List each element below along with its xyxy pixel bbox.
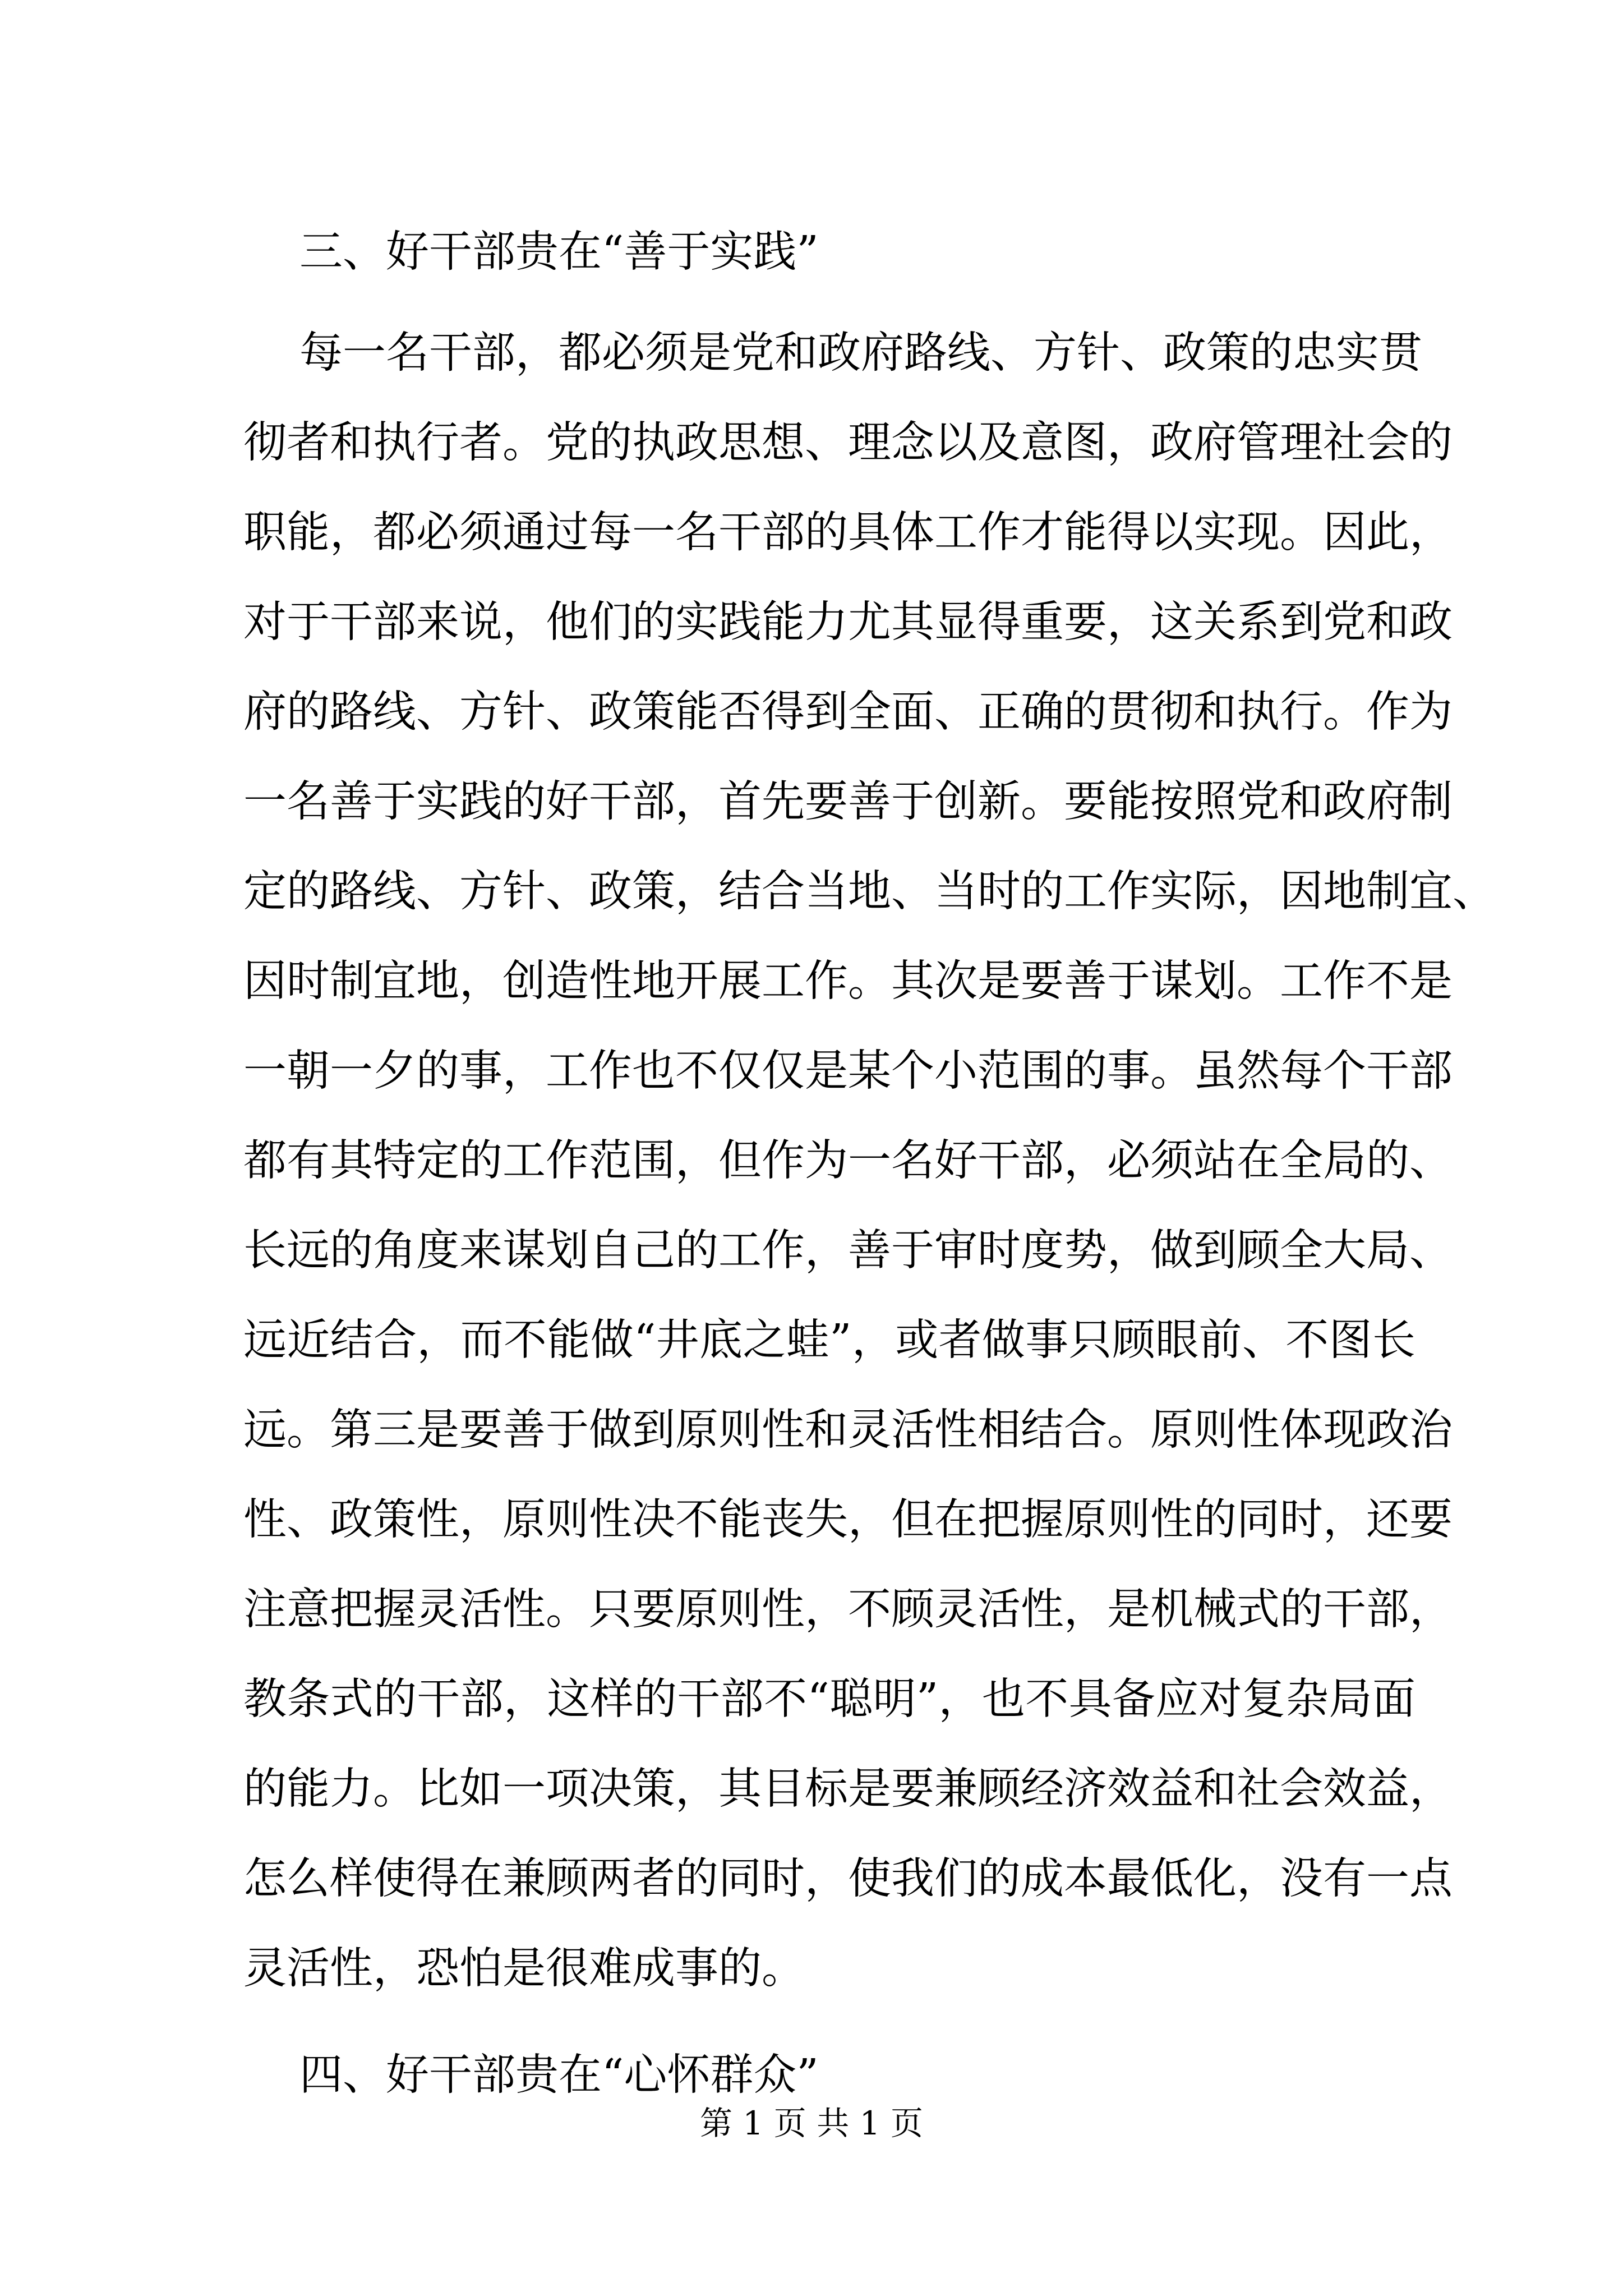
- paragraph-line: 远近结合，而不能做“井底之蛙”，或者做事只顾眼前、不图长: [243, 1315, 1415, 1365]
- paragraph-line: 一名善于实践的好干部，首先要善于创新。要能按照党和政府制: [243, 777, 1453, 827]
- paragraph-line: 怎么样使得在兼顾两者的同时，使我们的成本最低化，没有一点: [243, 1854, 1453, 1904]
- page-footer: 第 1 页 共 1 页: [700, 2104, 923, 2142]
- paragraph-line: 彻者和执行者。党的执政思想、理念以及意图，政府管理社会的: [243, 418, 1453, 468]
- paragraph-line: 因时制宜地，创造性地开展工作。其次是要善于谋划。工作不是: [243, 956, 1453, 1006]
- paragraph-line: 职能，都必须通过每一名干部的具体工作才能得以实现。因此，: [243, 508, 1453, 558]
- paragraph-line: 每一名干部，都必须是党和政府路线、方针、政策的忠实贯: [299, 328, 1422, 378]
- paragraph-line: 教条式的干部，这样的干部不“聪明”，也不具备应对复杂局面: [243, 1674, 1415, 1724]
- paragraph-line: 灵活性，恐怕是很难成事的。: [243, 1944, 805, 1994]
- paragraph-line: 的能力。比如一项决策，其目标是要兼顾经济效益和社会效益，: [243, 1764, 1453, 1814]
- paragraph-line: 性、政策性，原则性决不能丧失，但在把握原则性的同时，还要: [243, 1495, 1453, 1545]
- section-heading-4: 四、好干部贵在“心怀群众”: [299, 2050, 819, 2100]
- section-heading-3: 三、好干部贵在“善于实践”: [299, 227, 819, 277]
- paragraph-line: 都有其特定的工作范围，但作为一名好干部，必须站在全局的、: [243, 1136, 1453, 1186]
- paragraph-line: 府的路线、方针、政策能否得到全面、正确的贯彻和执行。作为: [243, 687, 1453, 737]
- paragraph-line: 远。第三是要善于做到原则性和灵活性相结合。原则性体现政治: [243, 1405, 1453, 1455]
- paragraph-line: 一朝一夕的事，工作也不仅仅是某个小范围的事。虽然每个干部: [243, 1046, 1453, 1096]
- paragraph-line: 定的路线、方针、政策，结合当地、当时的工作实际，因地制宜、: [243, 867, 1496, 917]
- paragraph-line: 对于干部来说，他们的实践能力尤其显得重要，这关系到党和政: [243, 597, 1453, 647]
- paragraph-line: 注意把握灵活性。只要原则性，不顾灵活性，是机械式的干部，: [243, 1585, 1453, 1635]
- paragraph-line: 长远的角度来谋划自己的工作，善于审时度势，做到顾全大局、: [243, 1226, 1453, 1276]
